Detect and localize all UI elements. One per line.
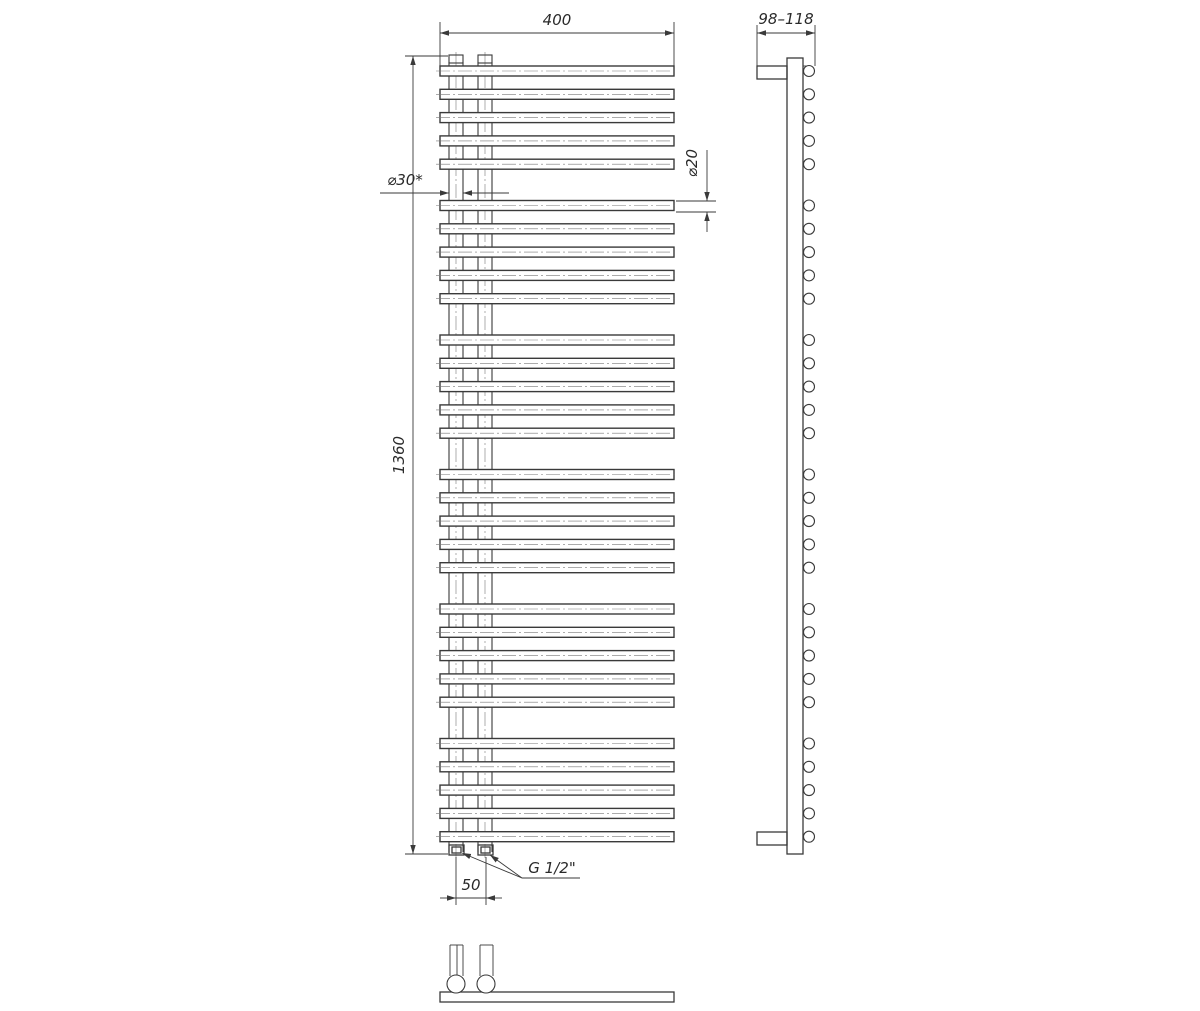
bar-end-circle bbox=[804, 270, 815, 281]
width-label: 400 bbox=[542, 11, 572, 29]
dim-thread bbox=[462, 853, 580, 878]
bar-end-circle bbox=[804, 335, 815, 346]
bar-end-circle bbox=[804, 223, 815, 234]
bar-end-circle bbox=[804, 697, 815, 708]
bar-end-circle bbox=[804, 785, 815, 796]
side-bar-ends bbox=[804, 66, 815, 843]
bar-end-circle bbox=[804, 469, 815, 480]
dim-bar-diameter bbox=[676, 149, 716, 232]
bar-end-circle bbox=[804, 539, 815, 550]
height-label: 1360 bbox=[390, 435, 408, 475]
bar-end-circle bbox=[804, 381, 815, 392]
bar-end-circle bbox=[804, 562, 815, 573]
depth-label: 98–118 bbox=[758, 10, 814, 28]
bar-end-circle bbox=[804, 761, 815, 772]
bar-end-circle bbox=[804, 650, 815, 661]
bar-end-circle bbox=[804, 673, 815, 684]
front-view bbox=[436, 52, 678, 860]
bar-end-circle bbox=[804, 627, 815, 638]
side-view bbox=[757, 58, 815, 854]
front-bars bbox=[436, 66, 678, 842]
dim-collector-diameter bbox=[380, 171, 509, 193]
bar-end-circle bbox=[804, 135, 815, 146]
dim-connection-spacing bbox=[440, 857, 502, 905]
collector-diameter-label: ⌀30* bbox=[387, 171, 423, 189]
bar-end-circle bbox=[804, 159, 815, 170]
bar-end-circle bbox=[804, 516, 815, 527]
bar-end-circle bbox=[804, 293, 815, 304]
bottom-fittings bbox=[449, 845, 493, 855]
dim-width bbox=[440, 11, 674, 68]
dim-depth bbox=[757, 10, 815, 66]
bar-end-circle bbox=[804, 738, 815, 749]
bar-end-circle bbox=[804, 247, 815, 258]
connection-spacing-label: 50 bbox=[461, 876, 481, 894]
bar-end-circle bbox=[804, 604, 815, 615]
bar-end-circle bbox=[804, 89, 815, 100]
bar-end-circle bbox=[804, 404, 815, 415]
bar-end-circle bbox=[804, 831, 815, 842]
bar-end-circle bbox=[804, 492, 815, 503]
bar-end-circle bbox=[804, 200, 815, 211]
bar-end-circle bbox=[804, 808, 815, 819]
thread-label: G 1/2" bbox=[528, 859, 576, 877]
bar-diameter-label: ⌀20 bbox=[683, 148, 701, 178]
bar-end-circle bbox=[804, 358, 815, 369]
bottom-view bbox=[440, 945, 674, 1002]
bar-end-circle bbox=[804, 112, 815, 123]
bar-end-circle bbox=[804, 428, 815, 439]
bar-end-circle bbox=[804, 66, 815, 77]
